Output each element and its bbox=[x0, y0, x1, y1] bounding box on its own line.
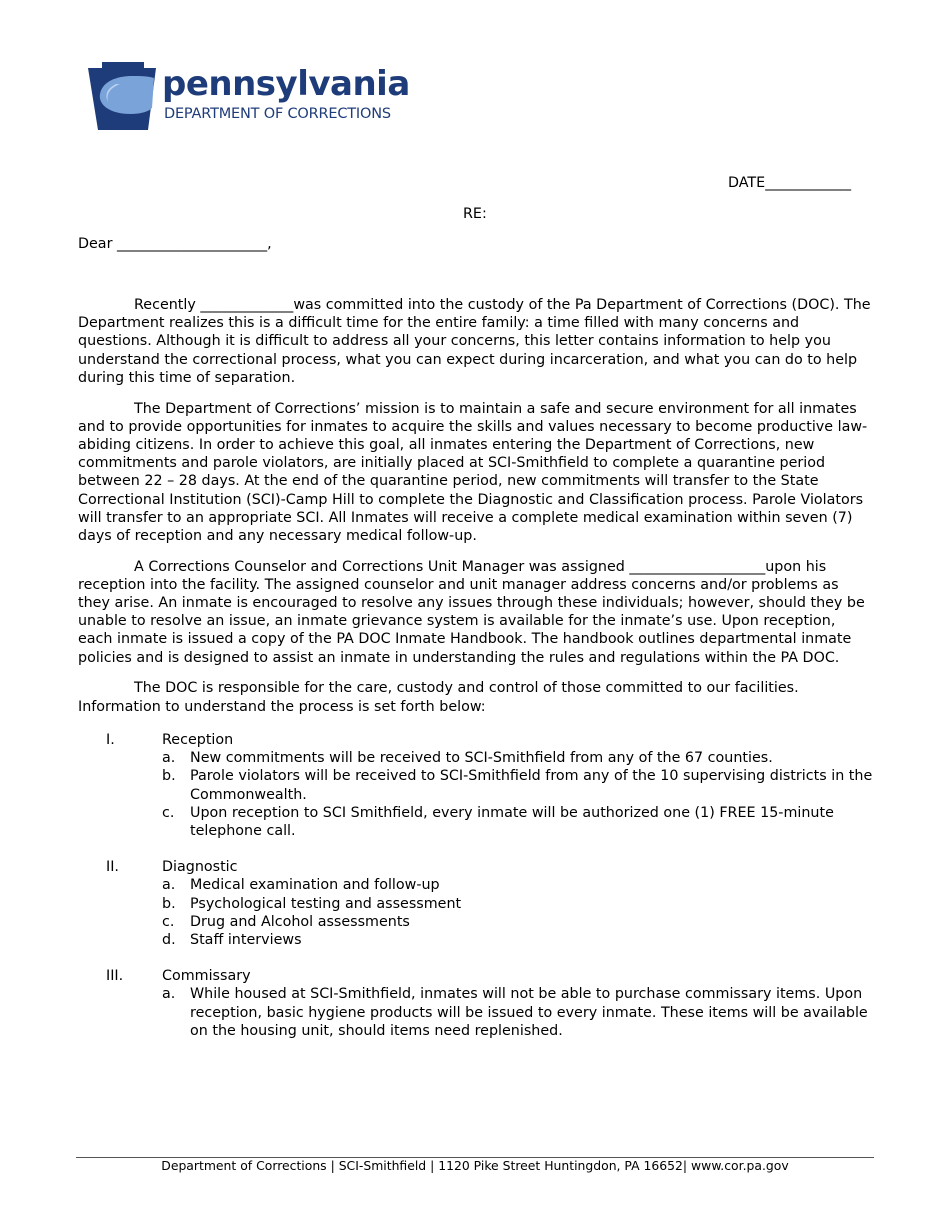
item-text: Medical examination and follow-up bbox=[190, 877, 440, 894]
list-item bbox=[162, 767, 878, 803]
section-number: II. bbox=[106, 859, 119, 876]
footer: Department of Corrections | SCI-Smithfield | 1120 Pike Street Huntingdon, PA 16652| www.cor.pa.gov bbox=[161, 1158, 789, 1173]
list-item bbox=[162, 931, 878, 949]
item-letter: a. bbox=[162, 877, 176, 894]
item-text: New commitments will be received to SCI-Smithfield from any of the 67 counties. bbox=[190, 750, 773, 767]
list-item bbox=[162, 804, 878, 840]
logo-subtitle: DEPARTMENT OF CORRECTIONS bbox=[164, 106, 391, 122]
item-text: Drug and Alcohol assessments bbox=[190, 913, 410, 930]
list-item bbox=[162, 895, 878, 913]
item-text: Staff interviews bbox=[190, 932, 302, 949]
pa-doc-logo bbox=[86, 62, 410, 132]
section-title: Commissary bbox=[162, 968, 251, 985]
paragraph: The Department of Corrections’ mission is to maintain a safe and secure environment for all inmates and to provide opportunities for inmates to acquire the skills and values necessary to become productive law-abiding citizens. In order to achieve this goal, all inmates entering the Department of Corrections, new commitments and parole violators, are initially placed at SCI-Smithfield to complete a quarantine period between 22 – 28 days. At the end of the quarantine period, new commitments will transfer to the State Correctional Institution (SCI)-Camp Hill to complete the Diagnostic and Classification process. Parole Violators will transfer to an appropriate SCI. All Inmates will receive a complete medical examination within seven (7) days of reception and any necessary medical follow-up. bbox=[78, 400, 868, 544]
section-title: Diagnostic bbox=[162, 859, 238, 876]
date-line: DATE____________ bbox=[728, 175, 851, 191]
section-reception bbox=[78, 731, 878, 840]
keystone-icon bbox=[86, 62, 160, 132]
item-text: Parole violators will be received to SCI-Smithfield from any of the 10 supervising districts in the Commonwealth. bbox=[190, 768, 873, 803]
section-commissary bbox=[78, 967, 878, 1040]
item-letter: a. bbox=[162, 986, 176, 1003]
re-line: RE: bbox=[463, 206, 487, 222]
list-item bbox=[162, 876, 878, 894]
item-letter: b. bbox=[162, 895, 176, 912]
list-item bbox=[162, 985, 878, 1040]
item-text: Psychological testing and assessment bbox=[190, 895, 462, 912]
item-letter: d. bbox=[162, 932, 176, 949]
paragraph: A Corrections Counselor and Corrections Unit Manager was assigned ___________________upon his reception into the facility. The assigned counselor and unit manager address concerns and/or problems as they arise. An inmate is encouraged to resolve any issues through these individuals; however, should they be unable to resolve an issue, an inmate grievance system is available for the inmate’s use. Upon reception, each inmate is issued a copy of the PA DOC Inmate Handbook. The handbook outlines departmental inmate policies and is designed to assist an inmate in understanding the rules and regulations within the PA DOC. bbox=[78, 558, 865, 666]
item-text: Upon reception to SCI Smithfield, every inmate will be authorized one (1) FREE 15-minute telephone call. bbox=[190, 804, 834, 840]
section-diagnostic bbox=[78, 858, 878, 949]
item-letter: b. bbox=[162, 768, 176, 785]
paragraph: The DOC is responsible for the care, custody and control of those committed to our facilities. Information to understand the process is set forth below: bbox=[78, 680, 799, 715]
section-title: Reception bbox=[162, 732, 234, 748]
list-item bbox=[162, 749, 878, 767]
section-number: III. bbox=[106, 968, 124, 985]
salutation: Dear _____________________, bbox=[78, 236, 272, 252]
paragraph: Recently _____________was committed into the custody of the Pa Department of Corrections (DOC). The Department realizes this is a difficult time for the entire family: a time filled with many concerns and questions. Although it is difficult to address all your concerns, this letter contains information to help you understand the correctional process, what you can expect during incarceration, and what you can do to help during this time of separation. bbox=[78, 297, 871, 386]
item-letter: a. bbox=[162, 750, 176, 767]
logo-title: pennsylvania bbox=[162, 64, 410, 104]
item-letter: c. bbox=[162, 913, 175, 930]
letter-body bbox=[78, 296, 873, 728]
list-item bbox=[162, 913, 878, 931]
process-list bbox=[78, 731, 878, 1058]
section-number: I. bbox=[106, 732, 115, 748]
item-text: While housed at SCI-Smithfield, inmates will not be able to purchase commissary items. Upon reception, basic hygiene products will be issued to every inmate. These items will be available on the housing unit, should items need replenished. bbox=[190, 986, 868, 1039]
item-letter: c. bbox=[162, 804, 175, 821]
